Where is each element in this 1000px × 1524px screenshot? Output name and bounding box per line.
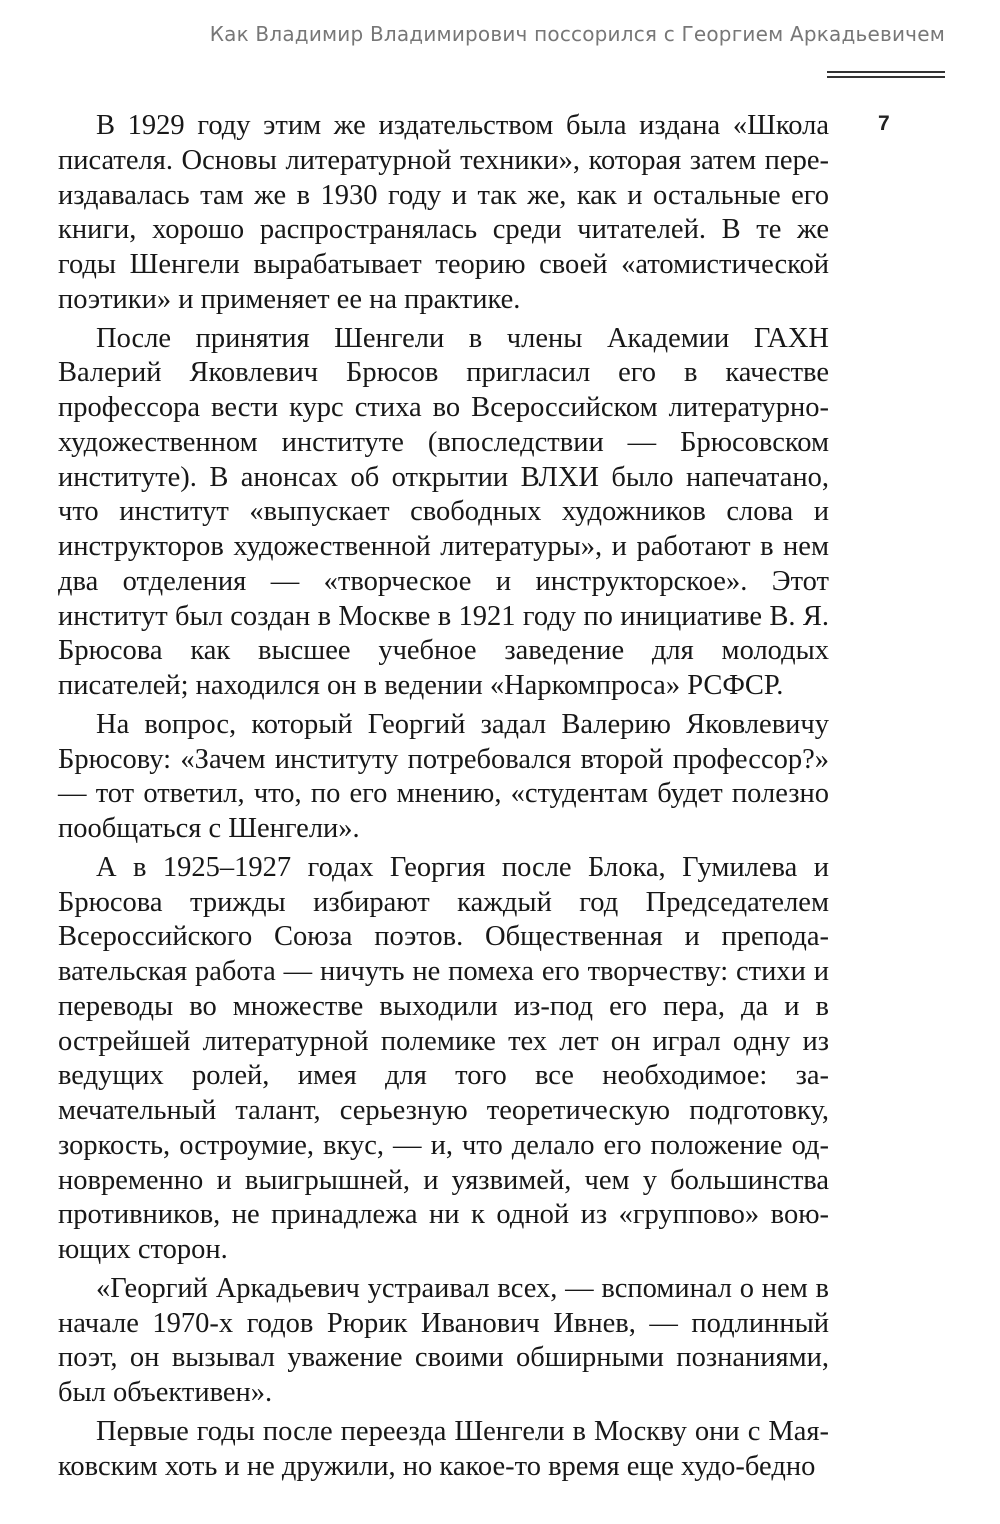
header-double-rule (827, 71, 945, 78)
paragraph: На вопрос, который Георгий задал Валерию Яковлевичу Брюсову: «Зачем институту потребовался второй профессор?» — тот ответил, что, по его мнению, «студентам будет полезно пообщаться с Шенгели». (58, 708, 829, 844)
paragraph: А в 1925–1927 годах Георгия после Блока, Гумилева и Брюсова трижды избирают каждый год Председателем Всероссийского Союза поэтов. Общественная и преподавательская работа — ничуть не помеха его творчеству: стихи и переводы во множестве выходили из-под его пера, да и в острейшей литературной полемике тех лет он играл одну из ведущих ролей, имея для того все необходимое: замечательный талант, серьезную теоретическую подготовку, зоркость, остроумие, вкус, — и, что делало его положение одновременно и выигрышней, и уязвимей, чем у большинства противников, не принадлежа ни к одной из «группово» воюющих сторон. (58, 851, 829, 1265)
paragraph: После принятия Шенгели в члены Академии ГАХН Валерий Яковлевич Брюсов пригласил его в качестве профессора вести курс стиха во Всероссийском литературно-художественном институте (впоследствии — Брюсовском институте). В анонсах об открытии ВЛХИ было напечатано, что институт «выпускает свободных художников слова и инструкторов художественной литературы», и работают в нем два отделения — «творческое и инструкторское». Этот институт был создан в Москве в 1921 году по инициативе В. Я. Брюсова как высшее учебное заведение для молодых писателей; находился он в ведении «Наркомпроса» РСФСР. (58, 322, 829, 701)
body-text (58, 109, 829, 1484)
paragraph: «Георгий Аркадьевич устраивал всех, — вспоминал о нем в начале 1970-х годов Рюрик Иванович Ивнев, — подлинный поэт, он вызывал уважение своими обширными познаниями, был объективен». (58, 1272, 829, 1408)
paragraph: Первые годы после переезда Шенгели в Москву они с Маяковским хоть и не дружили, но какое-то время еще худо-бедно (58, 1415, 829, 1482)
page-number: 7 (878, 112, 890, 135)
running-header: Как Владимир Владимирович поссорился с Георгием Аркадьевичем (209, 22, 945, 46)
paragraph: В 1929 году этим же издательством была издана «Школа писателя. Основы литературной техники», которая затем переиздавалась там же в 1930 году и так же, как и остальные его книги, хорошо распространялась среди читателей. В те же годы Шенгели вырабатывает теорию своей «атомистической поэтики» и применяет ее на практике. (58, 110, 829, 315)
